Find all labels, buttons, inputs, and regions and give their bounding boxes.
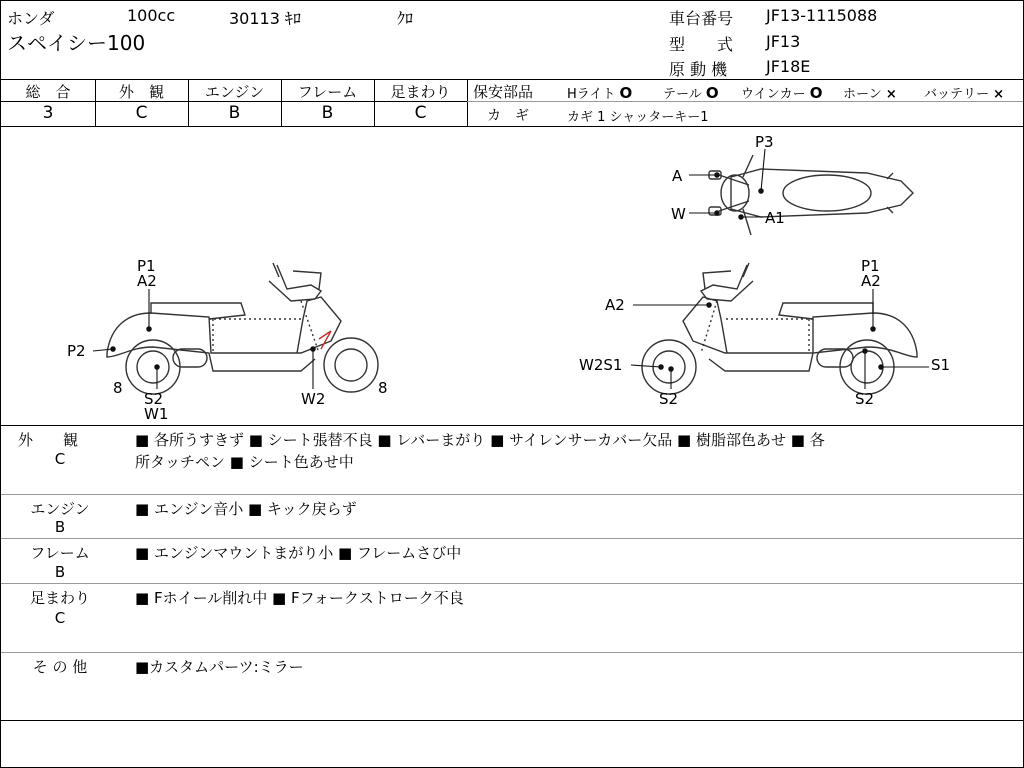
left-label-w2: W2 <box>301 390 326 408</box>
label-p3: P3 <box>755 133 774 151</box>
remark-frame-line1: ■ エンジンマウントまがり小 ■ フレームさび中 <box>135 544 462 562</box>
left-label-8: 8 <box>113 379 123 397</box>
grade-header-frame: フレーム <box>297 83 358 101</box>
label-a1: A1 <box>765 209 785 227</box>
remark-exterior-grade: C <box>54 450 66 468</box>
label-a: A <box>672 167 683 185</box>
remark-engine-line1: ■ エンジン音小 ■ キック戻らず <box>135 500 357 518</box>
remark-suspension-title: 足まわり <box>29 589 90 607</box>
remark-frame-grade: B <box>54 563 66 581</box>
safety-headlight: Hライト O <box>567 84 633 102</box>
grade-value-overall: 3 <box>42 103 54 123</box>
safety-tail: テール O <box>663 84 719 102</box>
engine-value: JF18E <box>766 57 811 76</box>
right-label-w2s1: W2S1 <box>579 356 623 374</box>
grade-header-exterior: 外 観 <box>118 83 164 101</box>
remark-exterior-line1: ■ 各所うすきず ■ シート張替不良 ■ レバーまがり ■ サイレンサーカバー欠品 ■ 樹脂部色あせ ■ 各 <box>135 431 825 449</box>
engine-label: 原 動 機 <box>669 60 728 79</box>
right-label-a2-front: A2 <box>605 296 625 314</box>
left-label-s2: S2 <box>144 390 164 408</box>
right-label-8: 8 <box>378 379 388 397</box>
remark-engine-title: エンジン <box>30 500 90 518</box>
key-value: カギ 1 シャッターキー1 <box>567 110 709 125</box>
grade-header-suspension: 足まわり <box>390 83 451 101</box>
remark-exterior-line2: 所タッチペン ■ シート色あせ中 <box>135 453 354 471</box>
label-w: W <box>671 205 686 223</box>
model-name: スペイシー100 <box>7 31 146 55</box>
right-label-s2-front: S2 <box>659 390 679 408</box>
type-label: 型 式 <box>669 35 734 54</box>
left-label-p2: P2 <box>67 342 86 360</box>
remark-suspension-line1: ■ Fホイール削れ中 ■ Fフォークストローク不良 <box>135 589 464 607</box>
remark-suspension-grade: C <box>54 609 66 627</box>
grade-header-overall: 総 合 <box>25 83 71 101</box>
left-label-p1: P1 <box>137 257 156 275</box>
grade-value-engine: B <box>228 103 241 123</box>
left-label-a2: A2 <box>137 272 157 290</box>
right-label-s2-rear: S2 <box>855 390 875 408</box>
grade-header-engine: エンジン <box>204 83 265 101</box>
color: ｸﾛ <box>397 9 414 28</box>
remark-engine-grade: B <box>54 518 66 536</box>
safety-label: 保安部品 <box>473 83 534 101</box>
frame-no: JF13-1115088 <box>766 6 878 25</box>
safety-horn: ホーン × <box>843 87 897 102</box>
displacement: 100cc <box>127 6 176 25</box>
safety-battery: バッテリー × <box>924 87 1005 102</box>
type-value: JF13 <box>766 32 801 51</box>
key-label: カ ギ <box>487 108 529 124</box>
grade-value-suspension: C <box>414 103 427 123</box>
grade-value-frame: B <box>321 103 334 123</box>
remark-other-title: そ の 他 <box>32 658 88 676</box>
right-label-a2: A2 <box>861 272 881 290</box>
right-label-p1: P1 <box>861 257 880 275</box>
left-label-w1: W1 <box>144 405 169 423</box>
safety-winker: ウインカー O <box>741 84 823 102</box>
remark-exterior-title: 外 観 <box>17 431 78 449</box>
frame-no-label: 車台番号 <box>669 9 734 28</box>
grade-value-exterior: C <box>135 103 148 123</box>
top-view-scooter <box>709 155 913 235</box>
mileage: 30113 ｷﾛ <box>229 9 301 28</box>
remark-frame-title: フレーム <box>30 544 90 562</box>
maker: ホンダ <box>7 9 55 28</box>
right-label-s1: S1 <box>931 356 951 374</box>
remark-other-line1: ■カスタムパーツ:ミラー <box>135 658 304 676</box>
